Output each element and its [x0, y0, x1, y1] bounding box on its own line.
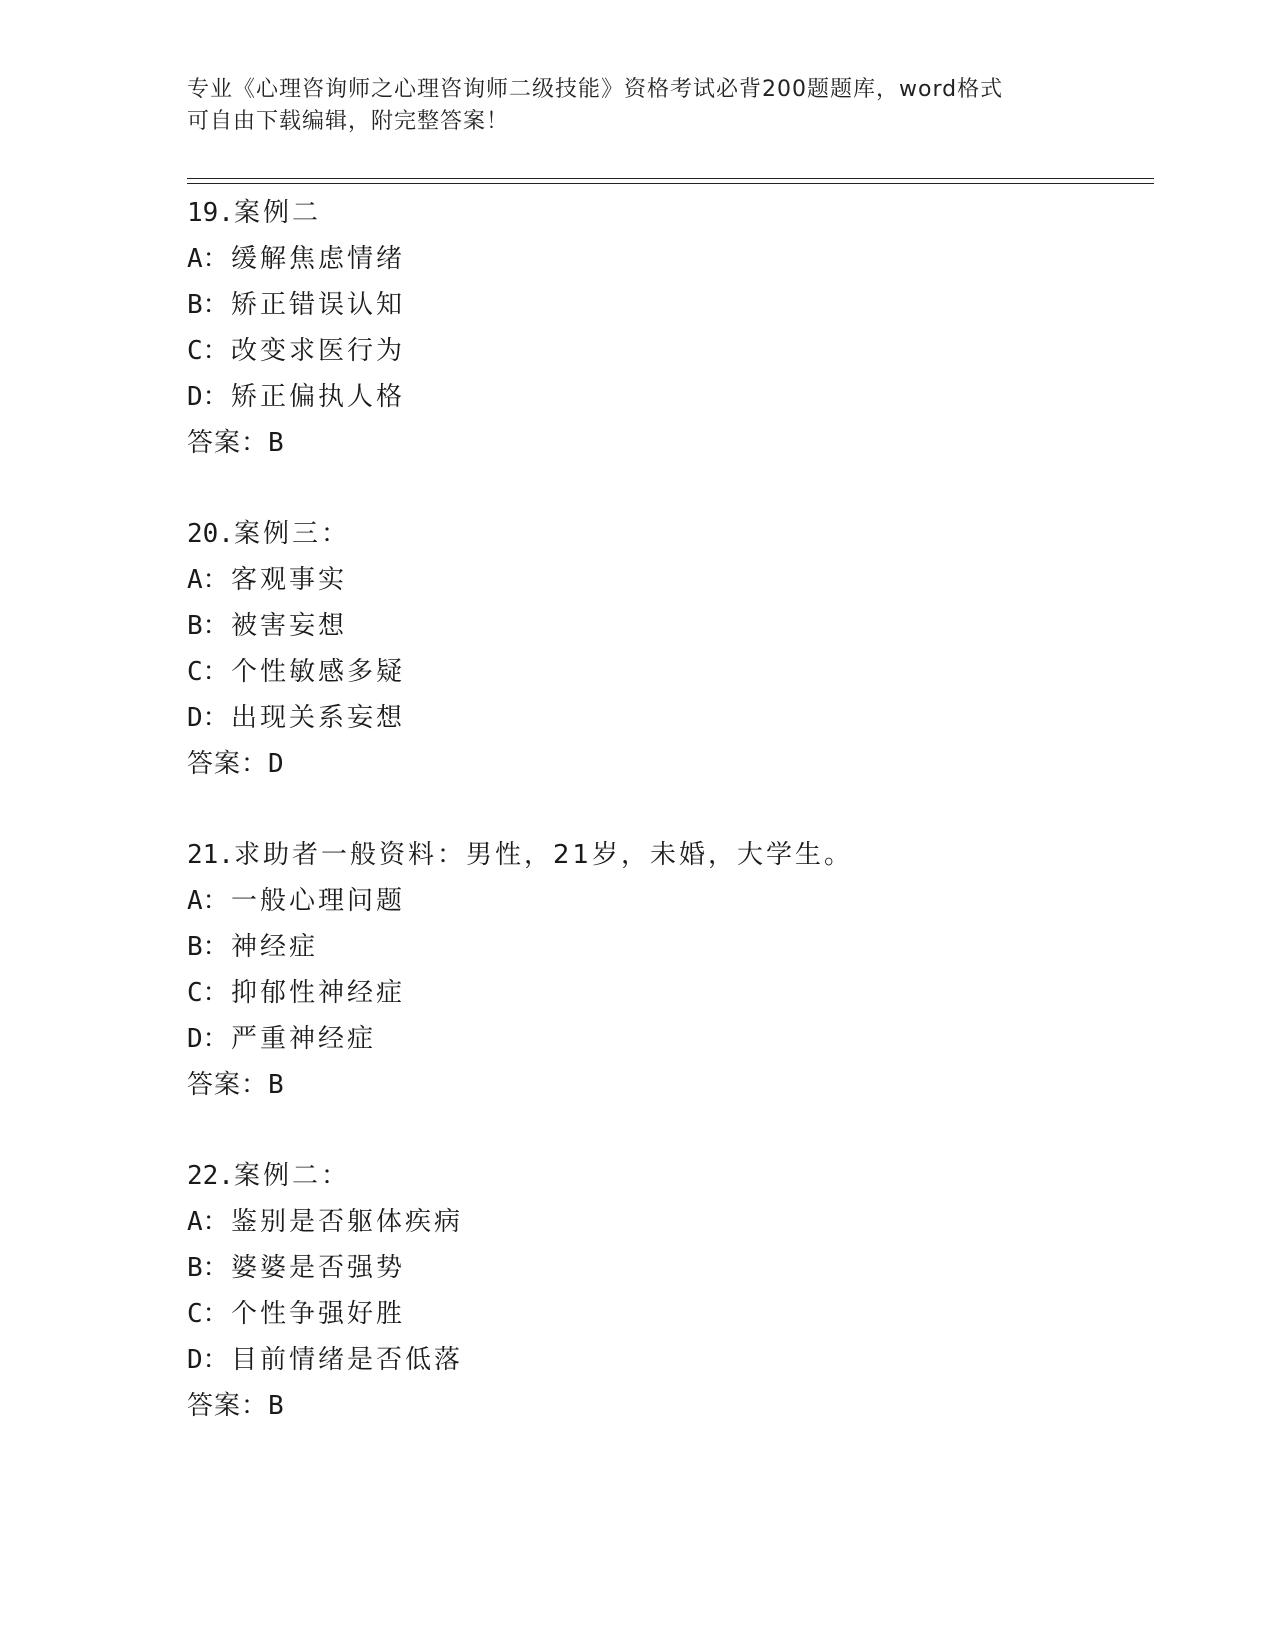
option-text: 个性争强好胜	[231, 1299, 406, 1329]
header-title-line-2: 可自由下载编辑，附完整答案！	[187, 109, 510, 134]
question-text: 案例二：	[233, 1161, 350, 1191]
answer-value: B	[268, 428, 285, 458]
option-c	[187, 970, 1147, 1016]
answer-line	[187, 1062, 1147, 1108]
header-divider-bottom	[187, 183, 1154, 184]
option-b	[187, 924, 1147, 970]
option-text: 抑郁性神经症	[231, 978, 406, 1008]
answer-value: B	[268, 1070, 285, 1100]
option-key: D：	[187, 1345, 229, 1375]
option-a	[187, 236, 1147, 282]
option-c	[187, 328, 1147, 374]
option-d	[187, 374, 1147, 420]
option-text: 客观事实	[231, 565, 348, 595]
answer-label: 答案：	[187, 749, 269, 779]
answer-line	[187, 741, 1147, 787]
answer-value: B	[268, 1391, 285, 1421]
option-a	[187, 557, 1147, 603]
question-19	[187, 190, 1147, 466]
option-text: 矫正错误认知	[231, 290, 406, 320]
answer-label: 答案：	[187, 428, 269, 458]
option-a	[187, 878, 1147, 924]
answer-line	[187, 1383, 1147, 1429]
header-title-line-1: 专业《心理咨询师之心理咨询师二级技能》资格考试必背200题题库，word格式	[187, 77, 1004, 102]
option-key: C：	[187, 1299, 229, 1329]
question-number: 21.	[187, 840, 234, 870]
option-c	[187, 1291, 1147, 1337]
option-key: A：	[187, 565, 229, 595]
option-key: B：	[187, 1253, 229, 1283]
option-d	[187, 1016, 1147, 1062]
option-key: C：	[187, 336, 229, 366]
question-stem	[187, 1153, 1147, 1199]
document-header	[187, 74, 1087, 138]
answer-value: D	[268, 749, 285, 779]
question-22	[187, 1153, 1147, 1429]
option-key: D：	[187, 382, 229, 412]
question-number: 19.	[187, 198, 234, 228]
question-text: 案例二	[233, 198, 321, 228]
option-key: C：	[187, 978, 229, 1008]
option-key: A：	[187, 244, 229, 274]
option-text: 一般心理问题	[231, 886, 406, 916]
option-text: 鉴别是否躯体疾病	[231, 1207, 464, 1237]
question-21	[187, 832, 1147, 1108]
option-text: 出现关系妄想	[231, 703, 406, 733]
option-b	[187, 603, 1147, 649]
option-key: A：	[187, 1207, 229, 1237]
option-key: D：	[187, 1024, 229, 1054]
question-text: 求助者一般资料：男性，21岁，未婚，大学生。	[233, 840, 854, 870]
question-20	[187, 511, 1147, 787]
question-stem	[187, 832, 1147, 878]
option-text: 改变求医行为	[231, 336, 406, 366]
option-text: 婆婆是否强势	[231, 1253, 406, 1283]
answer-label: 答案：	[187, 1391, 269, 1421]
question-number: 22.	[187, 1161, 234, 1191]
option-key: B：	[187, 932, 229, 962]
option-b	[187, 282, 1147, 328]
option-key: B：	[187, 611, 229, 641]
question-number: 20.	[187, 519, 234, 549]
option-text: 矫正偏执人格	[231, 382, 406, 412]
option-text: 神经症	[231, 932, 319, 962]
option-text: 目前情绪是否低落	[231, 1345, 464, 1375]
option-key: C：	[187, 657, 229, 687]
option-text: 被害妄想	[231, 611, 348, 641]
header-divider-top	[187, 178, 1154, 179]
option-key: D：	[187, 703, 229, 733]
option-text: 个性敏感多疑	[231, 657, 406, 687]
option-d	[187, 1337, 1147, 1383]
question-stem	[187, 511, 1147, 557]
option-key: A：	[187, 886, 229, 916]
option-text: 缓解焦虑情绪	[231, 244, 406, 274]
option-a	[187, 1199, 1147, 1245]
answer-label: 答案：	[187, 1070, 269, 1100]
question-stem	[187, 190, 1147, 236]
option-key: B：	[187, 290, 229, 320]
option-text: 严重神经症	[231, 1024, 377, 1054]
question-list	[187, 190, 1147, 1429]
question-text: 案例三：	[233, 519, 350, 549]
option-d	[187, 695, 1147, 741]
answer-line	[187, 420, 1147, 466]
option-b	[187, 1245, 1147, 1291]
option-c	[187, 649, 1147, 695]
